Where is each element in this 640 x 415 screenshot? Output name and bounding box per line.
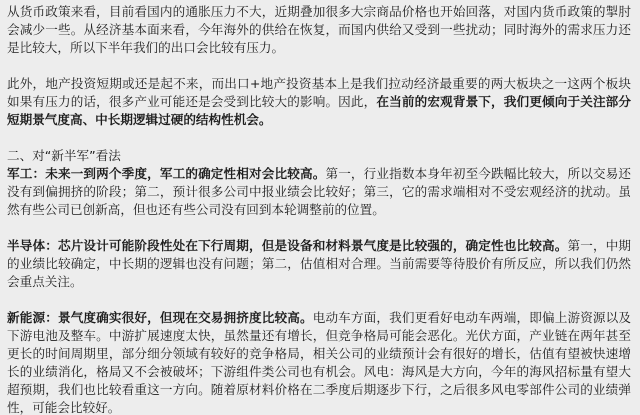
semiconductor-body: 第一，中期的业绩比较确定，中长期的逻辑也没有问题；第二，估值相对合理。当前需要等待股价有所反应，所以我们仍然会重点关注。 bbox=[7, 238, 632, 289]
section-heading: 二、对“新半军”看法 bbox=[7, 148, 121, 163]
military-lead: 军工：未来一到两个季度，军工的确定性相对会比较高。 bbox=[7, 166, 326, 181]
paragraph-new-energy bbox=[7, 309, 631, 415]
paragraph-semiconductor bbox=[7, 237, 631, 291]
paragraph-real-estate-emphasis: 在当前的宏观背景下，我们更倾向于关注部分短期景气度高、中长期逻辑过硬的结构性机会。 bbox=[7, 94, 632, 127]
paragraph-real-estate-text: 此外，地产投资短期或还是起不来，而出口+地产投资基本上是我们拉动经济最重要的两大板块之一这两个板块如果有压力的话，很多产业可能还是会受到比较大的影响。因此， bbox=[7, 76, 631, 109]
paragraph-real-estate bbox=[7, 75, 631, 129]
new-energy-body: 电动车方面，我们更看好电动车两端，即偏上游资源以及下游电池及整车。中游扩展速度太快，虽然量还有增长，但竞争格局可能会恶化。光伏方面，产业链在两年甚至更长的时间周期里，部分细分领域有较好的竞争格局，相关公司的业绩预计会有很好的增长，估值有望被快速增长的业绩消化，格局又不会被破坏；下游组件类公司也有机会。风电：海风是大方向，今年的海风招标量有望大超预期，我们也比较看重这一方向。随着原材料价格在二季度后期逐步下行，之后很多风电零部件公司的业绩弹性，可能会比较好。 bbox=[7, 310, 632, 415]
new-energy-lead: 新能源：景气度确实很好，但现在交易拥挤度比较高。 bbox=[7, 310, 313, 325]
military-body: 第一，行业指数本身年初至今跌幅比较大，所以交易还没有到偏拥挤的阶段；第二，预计很多公司中报业绩会比较好；第三，它的需求端相对不受宏观经济的扰动。虽然有些公司已创新高，但也还有些公司没有回到本轮调整前的位置。 bbox=[7, 166, 632, 217]
paragraph-monetary-policy: 从货币政策来看，目前看国内的通胀压力不大，近期叠加很多大宗商品价格也开始回落，对国内货币政策的掣肘会减少一些。从经济基本面来看，今年海外的供给在恢复，而国内供给又受到一些扰动；同时海外的需求压力还是比较大，所以下半年我们的出口会比较有压力。 bbox=[7, 4, 631, 55]
semiconductor-lead: 半导体：芯片设计可能阶段性处在下行周期，但是设备和材料景气度是比较强的，确定性也比较高。 bbox=[7, 238, 568, 253]
paragraph-military bbox=[7, 165, 631, 219]
